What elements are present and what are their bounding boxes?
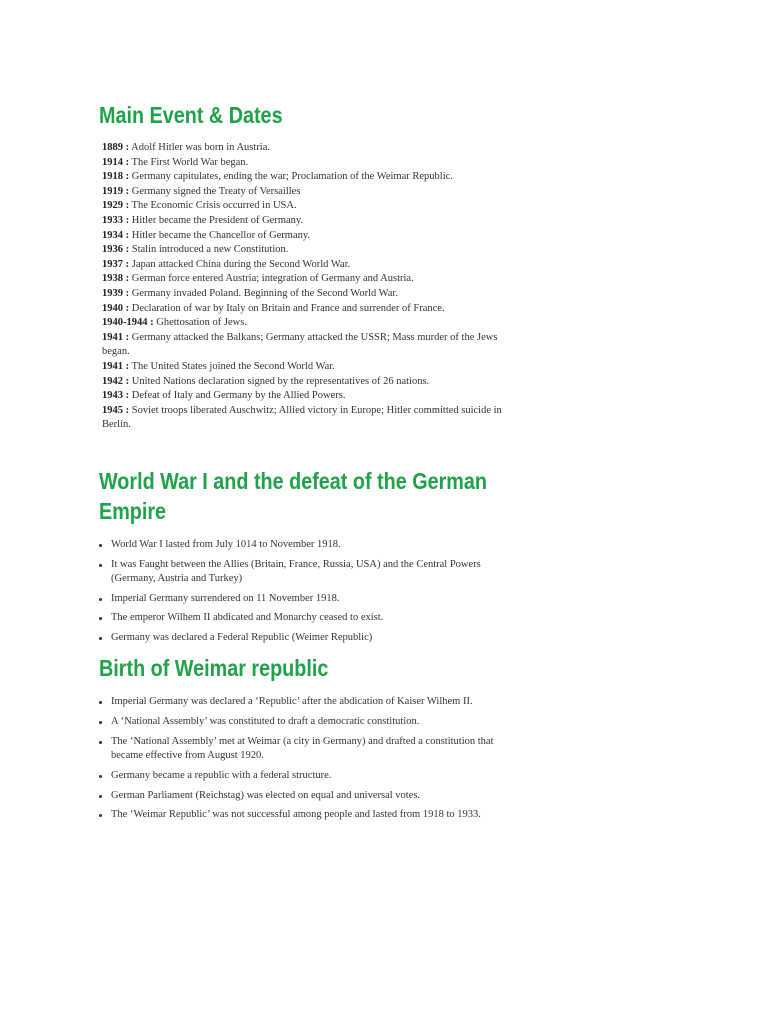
bullet-text: World War I lasted from July 1014 to November 1918. bbox=[111, 539, 341, 550]
ww1-heading bbox=[99, 466, 487, 526]
bullet-item bbox=[99, 769, 499, 784]
event-item bbox=[102, 185, 502, 200]
bullet-dot bbox=[99, 617, 102, 620]
bullet-text: The ‘National Assembly’ met at Weimar (a city in Germany) and drafted a constitution that became effective from August 1920. bbox=[111, 735, 494, 762]
event-year: 1919 : bbox=[102, 185, 130, 197]
event-item bbox=[102, 199, 502, 214]
bullet-dot bbox=[99, 544, 102, 547]
event-year: 1940 : bbox=[102, 302, 130, 314]
event-year: 1929 : bbox=[102, 200, 130, 212]
event-text: Soviet troops liberated Auschwitz; Allied victory in Europe; Hitler committed suicide in Berlin. bbox=[102, 404, 502, 431]
bullet-item bbox=[99, 695, 499, 710]
event-text: The Economic Crisis occurred in USA. bbox=[129, 200, 297, 212]
event-item bbox=[102, 389, 502, 404]
event-item bbox=[102, 156, 502, 171]
event-year: 1941 : bbox=[102, 331, 130, 343]
bullet-item bbox=[99, 631, 499, 646]
bullet-item bbox=[99, 715, 499, 730]
bullet-dot bbox=[99, 741, 102, 744]
event-item bbox=[102, 287, 502, 302]
event-item bbox=[102, 214, 502, 229]
bullet-text: German Parliament (Reichstag) was elected on equal and universal votes. bbox=[111, 789, 421, 801]
event-text: Adolf Hitler was born in Austria. bbox=[129, 142, 270, 153]
bullet-text: It was Faught between the Allies (Britain, France, Russia, USA) and the Central Powers (Germany, Austria and Turkey) bbox=[111, 558, 481, 584]
event-item bbox=[102, 404, 502, 433]
bullet-text: Germany became a republic with a federal structure. bbox=[111, 769, 332, 781]
event-year: 1934 : bbox=[102, 229, 130, 241]
bullet-item bbox=[99, 592, 499, 607]
event-year: 1937 : bbox=[102, 258, 130, 270]
event-year: 1914 : bbox=[102, 156, 130, 168]
event-text: The First World War began. bbox=[129, 156, 249, 168]
bullet-item bbox=[99, 808, 499, 823]
event-text: Declaration of war by Italy on Britain and France and surrender of France. bbox=[129, 302, 445, 314]
bullet-text: The ‘Weimar Republic’ was not successful among people and lasted from 1918 to 1933. bbox=[111, 809, 481, 821]
event-text: Germany capitulates, ending the war; Proclamation of the Weimar Republic. bbox=[129, 171, 453, 183]
bullet-dot bbox=[99, 637, 102, 640]
event-year: 1889 : bbox=[102, 142, 130, 153]
bullet-item bbox=[99, 735, 499, 764]
event-year: 1943 : bbox=[102, 390, 130, 402]
weimar-bullet-list bbox=[99, 695, 499, 828]
event-year: 1918 : bbox=[102, 171, 130, 183]
event-item bbox=[102, 243, 502, 258]
event-text: Germany signed the Treaty of Versailles bbox=[129, 185, 301, 197]
event-year: 1939 : bbox=[102, 287, 130, 299]
bullet-text: Imperial Germany surrendered on 11 November 1918. bbox=[111, 592, 340, 604]
event-year: 1940-1944 : bbox=[102, 317, 154, 329]
event-item bbox=[102, 316, 502, 331]
event-item bbox=[102, 258, 502, 273]
bullet-dot bbox=[99, 775, 102, 778]
weimar-heading: Birth of Weimar republic bbox=[99, 655, 329, 681]
event-text: Germany attacked the Balkans; Germany attacked the USSR; Mass murder of the Jews began. bbox=[102, 331, 498, 358]
event-item bbox=[102, 360, 502, 375]
bullet-dot bbox=[99, 564, 102, 567]
main-events-heading: Main Event & Dates bbox=[99, 102, 283, 128]
event-item bbox=[102, 141, 502, 156]
event-item bbox=[102, 229, 502, 244]
ww1-bullet-list bbox=[99, 538, 499, 650]
event-text: Defeat of Italy and Germany by the Allied Powers. bbox=[129, 390, 346, 402]
event-item bbox=[102, 302, 502, 317]
bullet-dot bbox=[99, 598, 102, 601]
bullet-item bbox=[99, 558, 499, 587]
events-timeline bbox=[102, 141, 502, 433]
event-text: Ghettosation of Jews. bbox=[153, 317, 247, 329]
event-text: Hitler became the Chancellor of Germany. bbox=[129, 229, 311, 241]
event-item bbox=[102, 170, 502, 185]
ww1-heading-line2: Empire bbox=[99, 498, 167, 524]
event-text: Germany invaded Poland. Beginning of the Second World War. bbox=[129, 287, 398, 299]
event-item bbox=[102, 331, 502, 360]
bullet-dot bbox=[99, 721, 102, 724]
bullet-item bbox=[99, 538, 499, 553]
event-text: Japan attacked China during the Second World War. bbox=[129, 258, 351, 270]
bullet-text: A ‘National Assembly’ was constituted to draft a democratic constitution. bbox=[111, 715, 420, 727]
event-item bbox=[102, 375, 502, 390]
event-text: German force entered Austria; integration of Germany and Austria. bbox=[129, 273, 414, 285]
bullet-dot bbox=[99, 795, 102, 798]
bullet-dot bbox=[99, 701, 102, 704]
bullet-item bbox=[99, 789, 499, 804]
event-item bbox=[102, 272, 502, 287]
event-year: 1942 : bbox=[102, 375, 130, 387]
event-year: 1933 : bbox=[102, 214, 130, 226]
event-text: Stalin introduced a new Constitution. bbox=[129, 244, 289, 256]
event-year: 1936 : bbox=[102, 244, 130, 256]
bullet-item bbox=[99, 611, 499, 626]
bullet-dot bbox=[99, 814, 102, 817]
bullet-text: Imperial Germany was declared a ‘Republic’ after the abdication of Kaiser Wilhem II. bbox=[111, 696, 473, 707]
event-text: United Nations declaration signed by the representatives of 26 nations. bbox=[129, 375, 430, 387]
ww1-heading-line1: World War I and the defeat of the German bbox=[99, 468, 487, 494]
event-year: 1945 : bbox=[102, 404, 130, 416]
bullet-text: Germany was declared a Federal Republic (Weimer Republic) bbox=[111, 631, 373, 643]
event-year: 1941 : bbox=[102, 360, 130, 372]
bullet-text: The emperor Wilhem II abdicated and Monarchy ceased to exist. bbox=[111, 612, 384, 623]
event-text: Hitler became the President of Germany. bbox=[129, 214, 304, 226]
event-year: 1938 : bbox=[102, 273, 130, 285]
event-text: The United States joined the Second World War. bbox=[129, 360, 335, 372]
